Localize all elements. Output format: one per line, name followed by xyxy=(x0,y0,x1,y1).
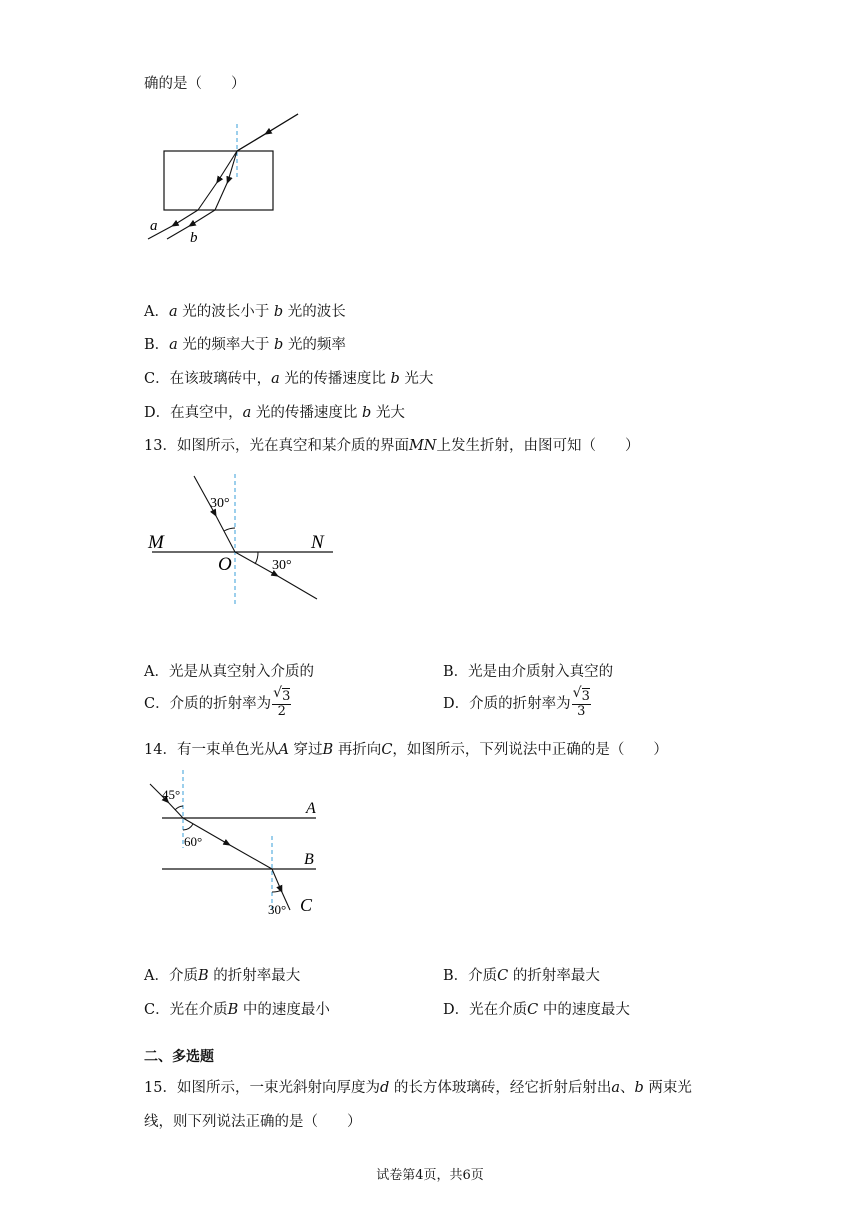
ray-a-inside xyxy=(198,151,237,210)
q12-stem-tail: 确的是（ ） xyxy=(144,76,246,92)
label-c: C xyxy=(300,895,313,915)
angle-30-label: 30° xyxy=(268,902,287,917)
q14-option-c: C．光在介质B 中的速度最小 xyxy=(144,1002,330,1018)
label-n: N xyxy=(311,532,324,553)
angle-60-label: 60° xyxy=(184,834,203,849)
q12-option-a: A．a 光的波长小于 b 光的波长 xyxy=(144,304,346,320)
q13-option-c: C．介质的折射率为 √ 3 2 xyxy=(144,685,291,719)
q15-stem-line1: 15．如图所示，一束光斜射向厚度为d 的长方体玻璃砖，经它折射后射出a、b 两束光 xyxy=(144,1080,692,1096)
label-b: b xyxy=(190,230,198,246)
q12-option-b: B．a 光的频率大于 b 光的频率 xyxy=(144,337,346,353)
angle-arc-45 xyxy=(175,806,183,810)
q14-option-d: D．光在介质C 中的速度最大 xyxy=(443,1002,630,1018)
label-o: O xyxy=(218,554,232,575)
q14-option-a: A．介质B 的折射率最大 xyxy=(144,968,301,984)
angle-top-label: 30° xyxy=(210,496,230,511)
q14-stem: 14．有一束单色光从A 穿过B 再折向C，如图所示，下列说法中正确的是（ ） xyxy=(144,742,668,758)
q14-figure xyxy=(140,764,330,924)
label-m: M xyxy=(148,532,164,553)
angle-bottom-label: 30° xyxy=(272,558,292,573)
q12-figure xyxy=(140,108,310,248)
angle-45-label: 45° xyxy=(162,787,181,802)
q13-stem: 13．如图所示，光在真空和某介质的界面MN上发生折射，由图可知（ ） xyxy=(144,438,640,454)
page-footer: 试卷第4页，共6页 xyxy=(376,1168,484,1183)
label-a: A xyxy=(306,800,316,817)
angle-arc-bottom xyxy=(255,552,258,564)
angle-arc-60 xyxy=(183,824,193,830)
angle-arc-30 xyxy=(272,890,282,892)
q12-option-c: C．在该玻璃砖中，a 光的传播速度比 b 光大 xyxy=(144,371,434,387)
q13-option-d: D．介质的折射率为 √ 3 3 xyxy=(443,685,590,719)
label-b: B xyxy=(304,851,314,868)
q13-option-b: B．光是由介质射入真空的 xyxy=(443,664,614,680)
q13-option-a: A．光是从真空射入介质的 xyxy=(144,664,314,680)
q12-option-d: D．在真空中，a 光的传播速度比 b 光大 xyxy=(144,405,405,421)
section-title: 二、多选题 xyxy=(144,1049,214,1065)
incident-ray xyxy=(194,476,235,552)
label-a: a xyxy=(150,218,158,234)
q15-stem-line2: 线，则下列说法正确的是（ ） xyxy=(144,1114,362,1130)
angle-arc-top xyxy=(224,528,235,531)
q14-option-b: B．介质C 的折射率最大 xyxy=(443,968,600,984)
q13-figure xyxy=(140,470,340,610)
